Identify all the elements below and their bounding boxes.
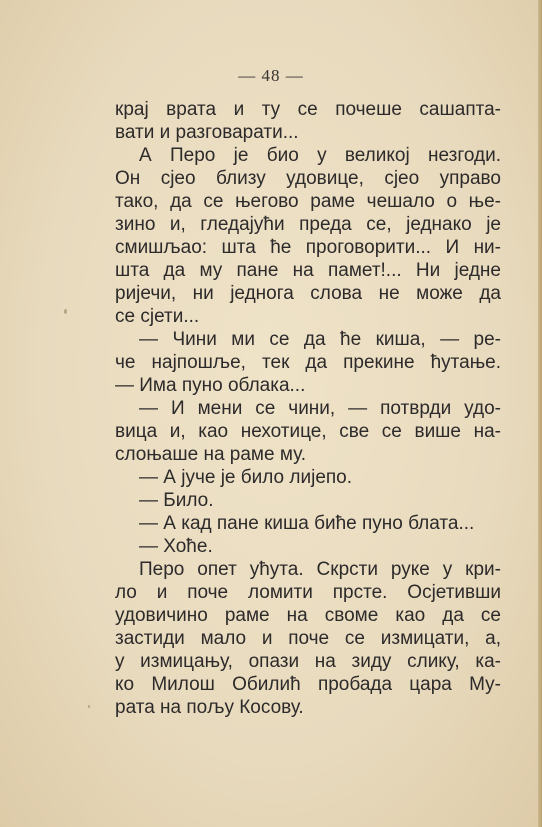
text-line: слоњаше на раме му.: [115, 444, 306, 465]
text-line: вица и, као нехотице, све се више на-: [115, 421, 501, 442]
text-line: ло и поче ломити прсте. Осјетивши: [115, 582, 501, 603]
text-line: шта да му пане на памет!... Ни једне: [115, 260, 501, 281]
text-line: рата на пољу Косову.: [115, 697, 304, 718]
text-line: се сјети...: [115, 306, 200, 327]
page-edge: [538, 0, 542, 827]
text-line: Он сјео близу удовице, сјео управо: [115, 168, 501, 189]
text-line: смишљао: шта ће проговорити... И ни-: [115, 237, 501, 258]
text-line: А Перо је био у великој незгоди.: [139, 145, 501, 166]
text-line: Перо опет ућута. Скрсти руке у кри-: [139, 559, 501, 580]
text-line: у измицању, опази на зиду слику, ка-: [115, 651, 501, 672]
text-line: — Има пуно облака...: [115, 375, 306, 396]
text-line: застиди мало и поче се измицати, а,: [115, 628, 501, 649]
page-number: — 48 —: [238, 66, 304, 85]
paper-speck: [64, 309, 67, 314]
text-line: — Чини ми се да ће киша, — ре-: [139, 329, 501, 350]
text-line: ријечи, ни једнога слова не може да: [115, 283, 501, 304]
text-line: удовичино раме на своме као да се: [115, 605, 501, 626]
text-line: ко Милош Обилић пробада цара Му-: [115, 674, 501, 695]
text-line: — А кад пане киша биће пуно блата...: [139, 513, 475, 534]
text-line: тако, да се његово раме чешало о ње-: [115, 191, 501, 212]
body-text: [115, 98, 501, 719]
text-line: че најпошље, тек да прекине ћутање.: [115, 352, 501, 373]
text-line: — Хоће.: [139, 536, 213, 557]
paper-speck: [88, 705, 90, 708]
text-line: — И мени се чини, — потврди удо-: [139, 398, 501, 419]
text-line: вати и разговарати...: [115, 122, 299, 143]
text-line: — А јуче је било лијепо.: [139, 467, 353, 488]
text-line: крај врата и ту се почеше сашапта-: [115, 99, 501, 120]
text-line: зино и, гледајући преда се, једнако је: [115, 214, 501, 235]
text-line: — Било.: [139, 490, 214, 511]
